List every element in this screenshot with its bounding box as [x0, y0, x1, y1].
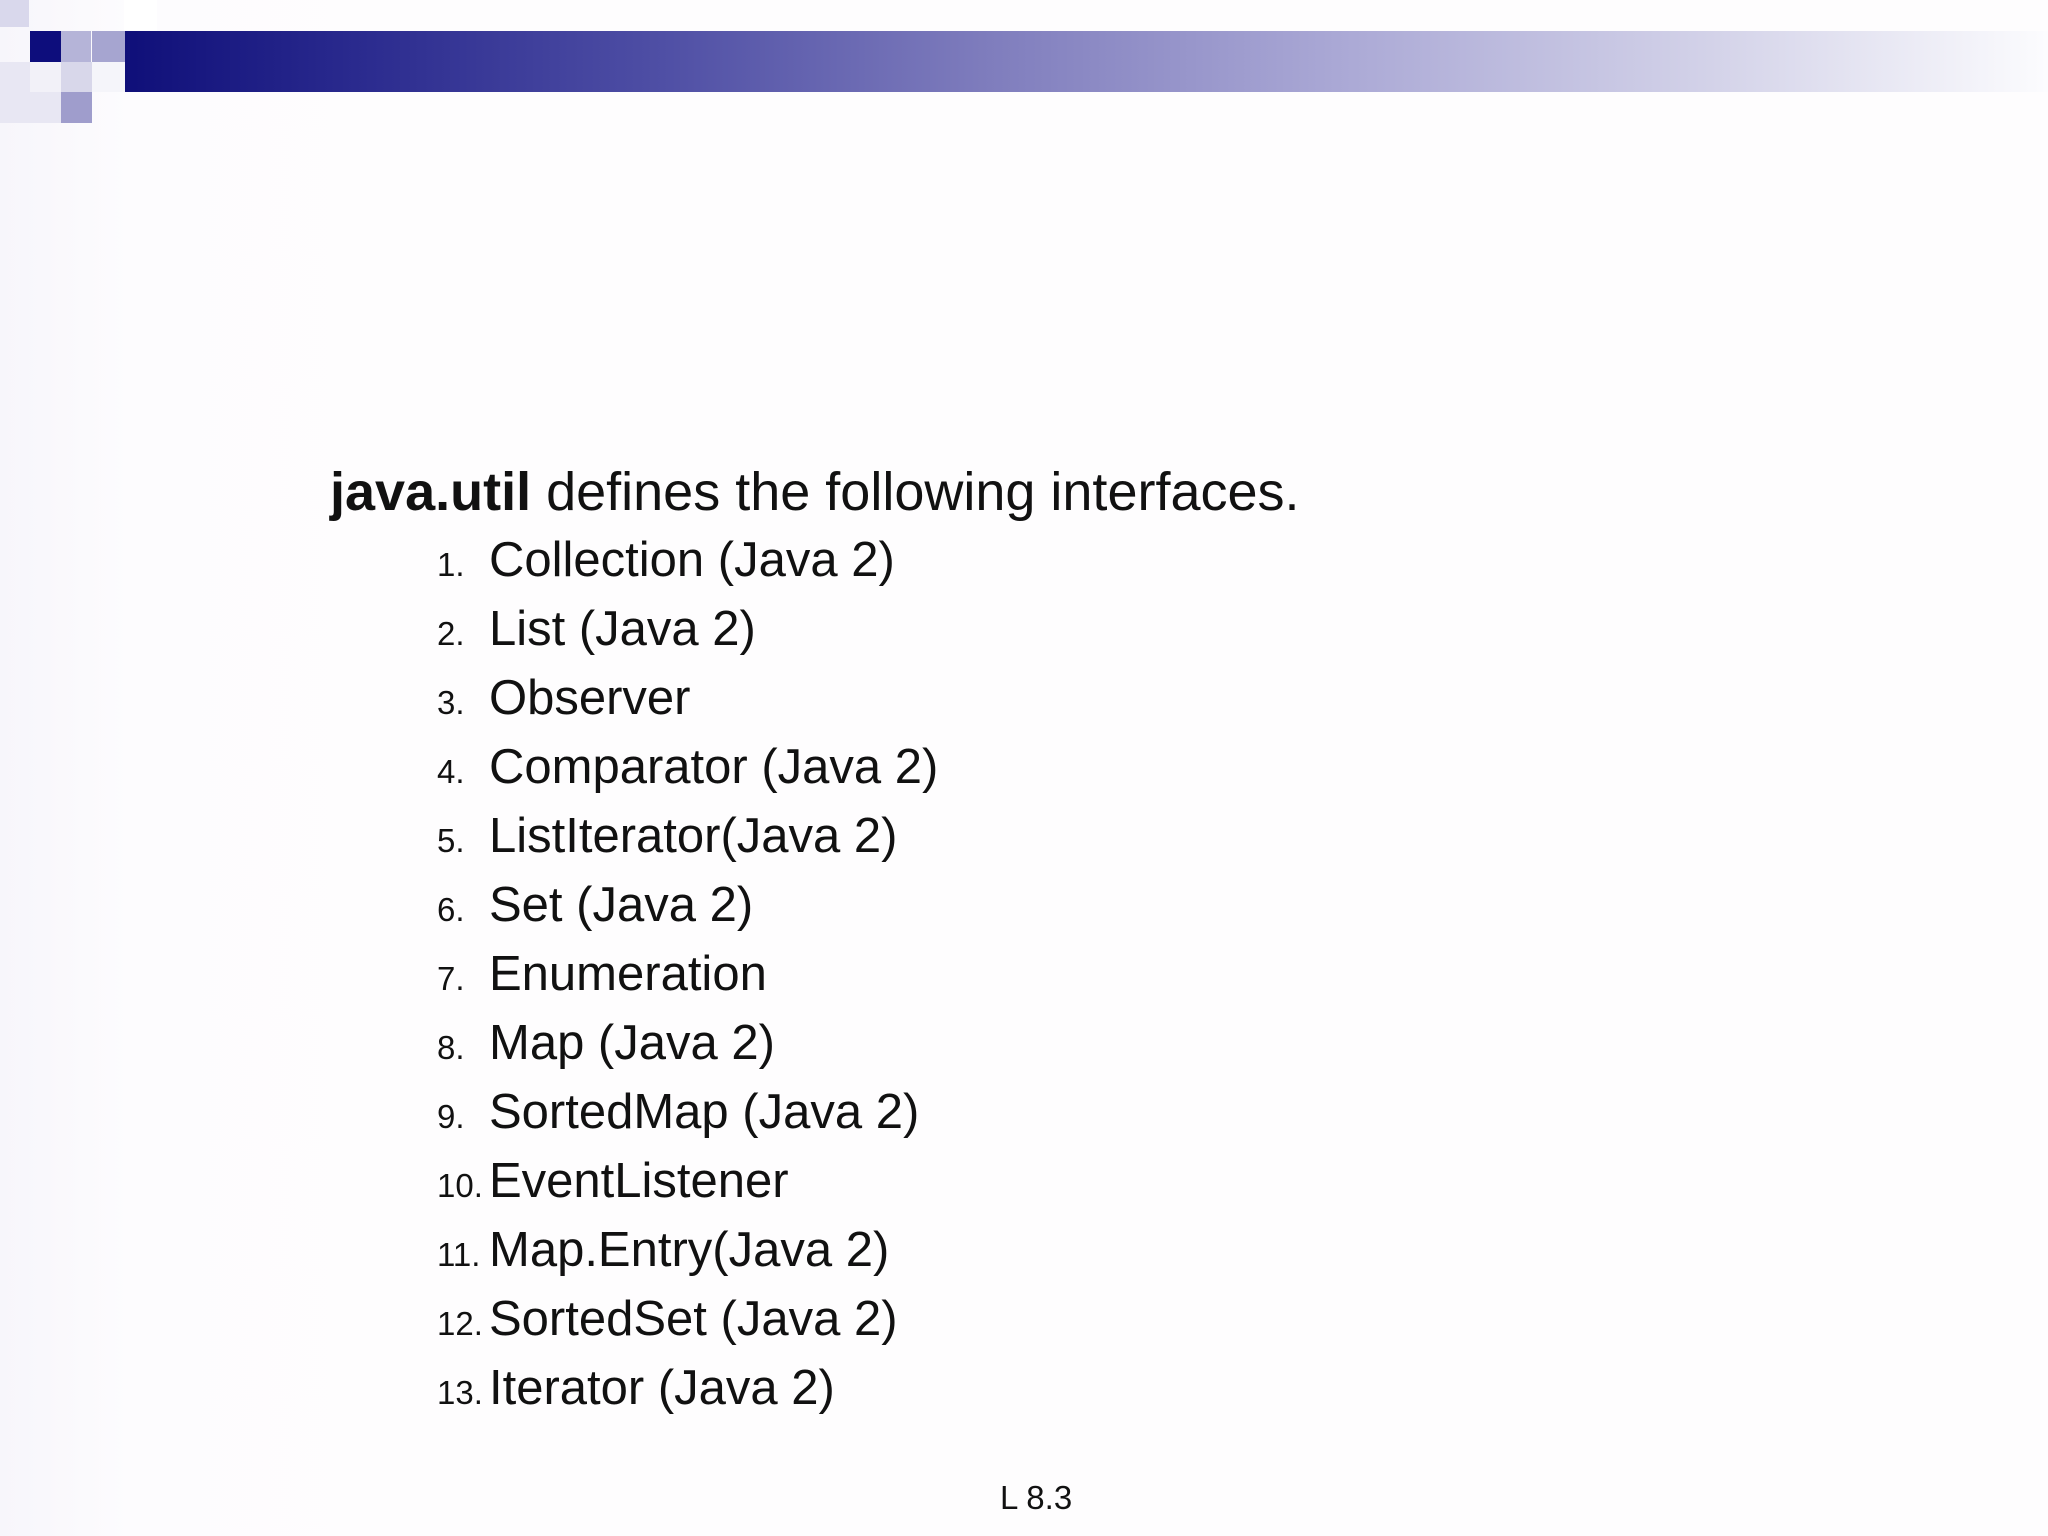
list-item-number: 12.	[437, 1305, 483, 1342]
list-item-number: 7.	[437, 960, 465, 997]
list-item-number: 8.	[437, 1029, 465, 1066]
list-item	[437, 733, 2037, 802]
list-item-number: 4.	[437, 753, 465, 790]
decor-square	[61, 62, 92, 92]
slide-body	[330, 458, 1930, 1423]
list-item-label: Set (Java 2)	[489, 878, 754, 932]
list-item-number: 1.	[437, 546, 465, 583]
list-item-number: 5.	[437, 822, 465, 859]
decor-square	[0, 0, 29, 27]
list-item	[437, 1147, 2037, 1216]
list-item	[437, 595, 2037, 664]
decor-square	[92, 31, 125, 62]
list-item-number: 3.	[437, 684, 465, 721]
list-item-label: List (Java 2)	[489, 602, 756, 656]
list-item-number: 2.	[437, 615, 465, 652]
list-item-label: Map.Entry(Java 2)	[489, 1223, 890, 1277]
list-item-number: 10.	[437, 1167, 483, 1204]
decor-square	[30, 62, 61, 92]
list-item-label: Iterator (Java 2)	[489, 1361, 835, 1415]
header-gradient-band	[124, 31, 2048, 92]
list-item	[437, 664, 2037, 733]
list-item	[437, 1009, 2037, 1078]
decor-square	[92, 62, 125, 92]
list-item-label: Observer	[489, 671, 691, 725]
list-item-number: 6.	[437, 891, 465, 928]
heading-text: defines the following interfaces.	[531, 462, 1300, 522]
decor-square	[61, 31, 91, 62]
list-item	[437, 1216, 2037, 1285]
heading-keyword: java.util	[330, 462, 532, 522]
slide-heading	[330, 458, 1930, 526]
list-item	[437, 526, 2037, 595]
list-item	[437, 871, 2037, 940]
decor-square	[61, 92, 92, 123]
slide-footer-label: L 8.3	[1000, 1479, 1073, 1516]
decor-square	[124, 0, 157, 31]
list-item-label: Collection (Java 2)	[489, 533, 895, 587]
list-item-label: ListIterator(Java 2)	[489, 809, 898, 863]
list-item-number: 11.	[437, 1236, 481, 1273]
list-item	[437, 940, 2037, 1009]
list-item-number: 9.	[437, 1098, 465, 1135]
list-item-label: EventListener	[489, 1154, 789, 1208]
list-item	[437, 1078, 2037, 1147]
list-item-label: Map (Java 2)	[489, 1016, 775, 1070]
list-item	[437, 802, 2037, 871]
list-item-number: 13.	[437, 1374, 483, 1411]
interface-list	[437, 526, 2037, 1423]
list-item	[437, 1354, 2037, 1423]
list-item-label: Comparator (Java 2)	[489, 740, 939, 794]
list-item-label: SortedMap (Java 2)	[489, 1085, 920, 1139]
list-item-label: Enumeration	[489, 947, 767, 1001]
decor-square	[30, 31, 61, 62]
list-item-label: SortedSet (Java 2)	[489, 1292, 898, 1346]
list-item	[437, 1285, 2037, 1354]
